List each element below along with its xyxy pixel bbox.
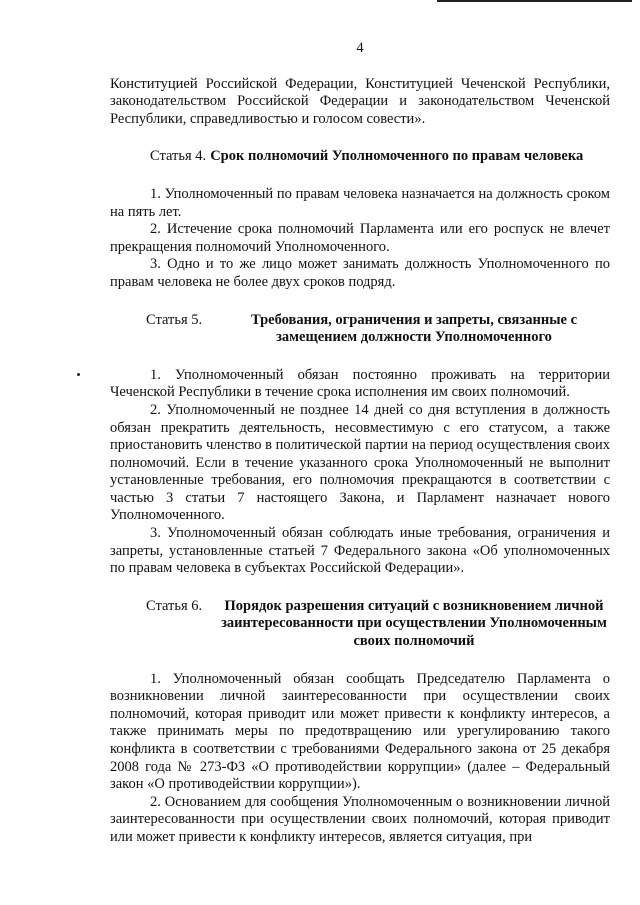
article-5-heading	[110, 312, 610, 347]
article-5-number: Статья 5.	[146, 311, 203, 328]
article-4-paragraph-3: 3. Одно и то же лицо может занимать должность Уполномоченного по правам человека не более двух сроков подряд.	[110, 256, 610, 290]
intro-paragraph: Конституцией Российской Федерации, Конституцией Чеченской Республики, законодательством Российской Федерации и законодательством Чеченской Республики, справедливостью и голосом совести».	[110, 75, 610, 127]
article-6-title: Порядок разрешения ситуаций с возникновением личной заинтересованности при осуществлении Уполномоченным своих полномочий	[221, 597, 607, 650]
article-6-paragraph-1: 1. Уполномоченный обязан сообщать Председателю Парламента о возникновении личной заинтересованности при осуществлении своих полномочий, которая приводит или может привести к конфликту интересов, а также принимать меры по предотвращению или урегулированию такого конфликта в соответствии с требованиями Федерального закона от 25 декабря 2008 года № 273-ФЗ «О противодействии коррупции» (далее – Федеральный закон «О противодействии коррупции»).	[110, 670, 610, 793]
article-5-paragraph-1: 1. Уполномоченный обязан постоянно проживать на территории Чеченской Республики в течение срока исполнения им своих полномочий.	[110, 366, 610, 401]
article-4-paragraph-1: 1. Уполномоченный по правам человека назначается на должность сроком на пять лет.	[110, 185, 610, 220]
page-number: 4	[356, 40, 364, 56]
article-5-paragraph-3: 3. Уполномоченный обязан соблюдать иные требования, ограничения и запреты, установленные статьей 7 Федерального закона «Об уполномоченных по правам человека в субъектах Российской Федерации».	[110, 525, 610, 577]
article-6-heading	[110, 598, 610, 651]
article-4-number: Статья 4.	[150, 148, 207, 165]
article-6-number: Статья 6.	[146, 597, 203, 614]
article-4-title: Срок полномочий Уполномоченного по правам человека	[210, 148, 584, 165]
margin-dot	[77, 373, 80, 376]
top-edge-line	[437, 0, 632, 2]
article-6-paragraph-2: 2. Основанием для сообщения Уполномоченным о возникновении личной заинтересованности при осуществлении своих полномочий, которая приводит или может привести к конфликту интересов, является ситуация, при	[110, 793, 610, 845]
article-5-paragraph-2: 2. Уполномоченный не позднее 14 дней со дня вступления в должность обязан прекратить деятельность, несовместимую с его статусом, а также приостановить членство в политической партии на период осуществления своих полномочий. Если в течение указанного срока Уполномоченный не выполнит установленные требования, его полномочия прекращаются в соответствии с частью 3 статьи 7 настоящего Закона, и Парламент назначает нового Уполномоченного.	[110, 401, 610, 524]
article-4-heading	[110, 148, 610, 166]
document-page	[110, 40, 610, 847]
article-5-title: Требования, ограничения и запреты, связанные с замещением должности Уполномоченного	[250, 311, 578, 346]
article-4-paragraph-2: 2. Истечение срока полномочий Парламента или его роспуск не влечет прекращения полномочий Уполномоченного.	[110, 221, 610, 255]
